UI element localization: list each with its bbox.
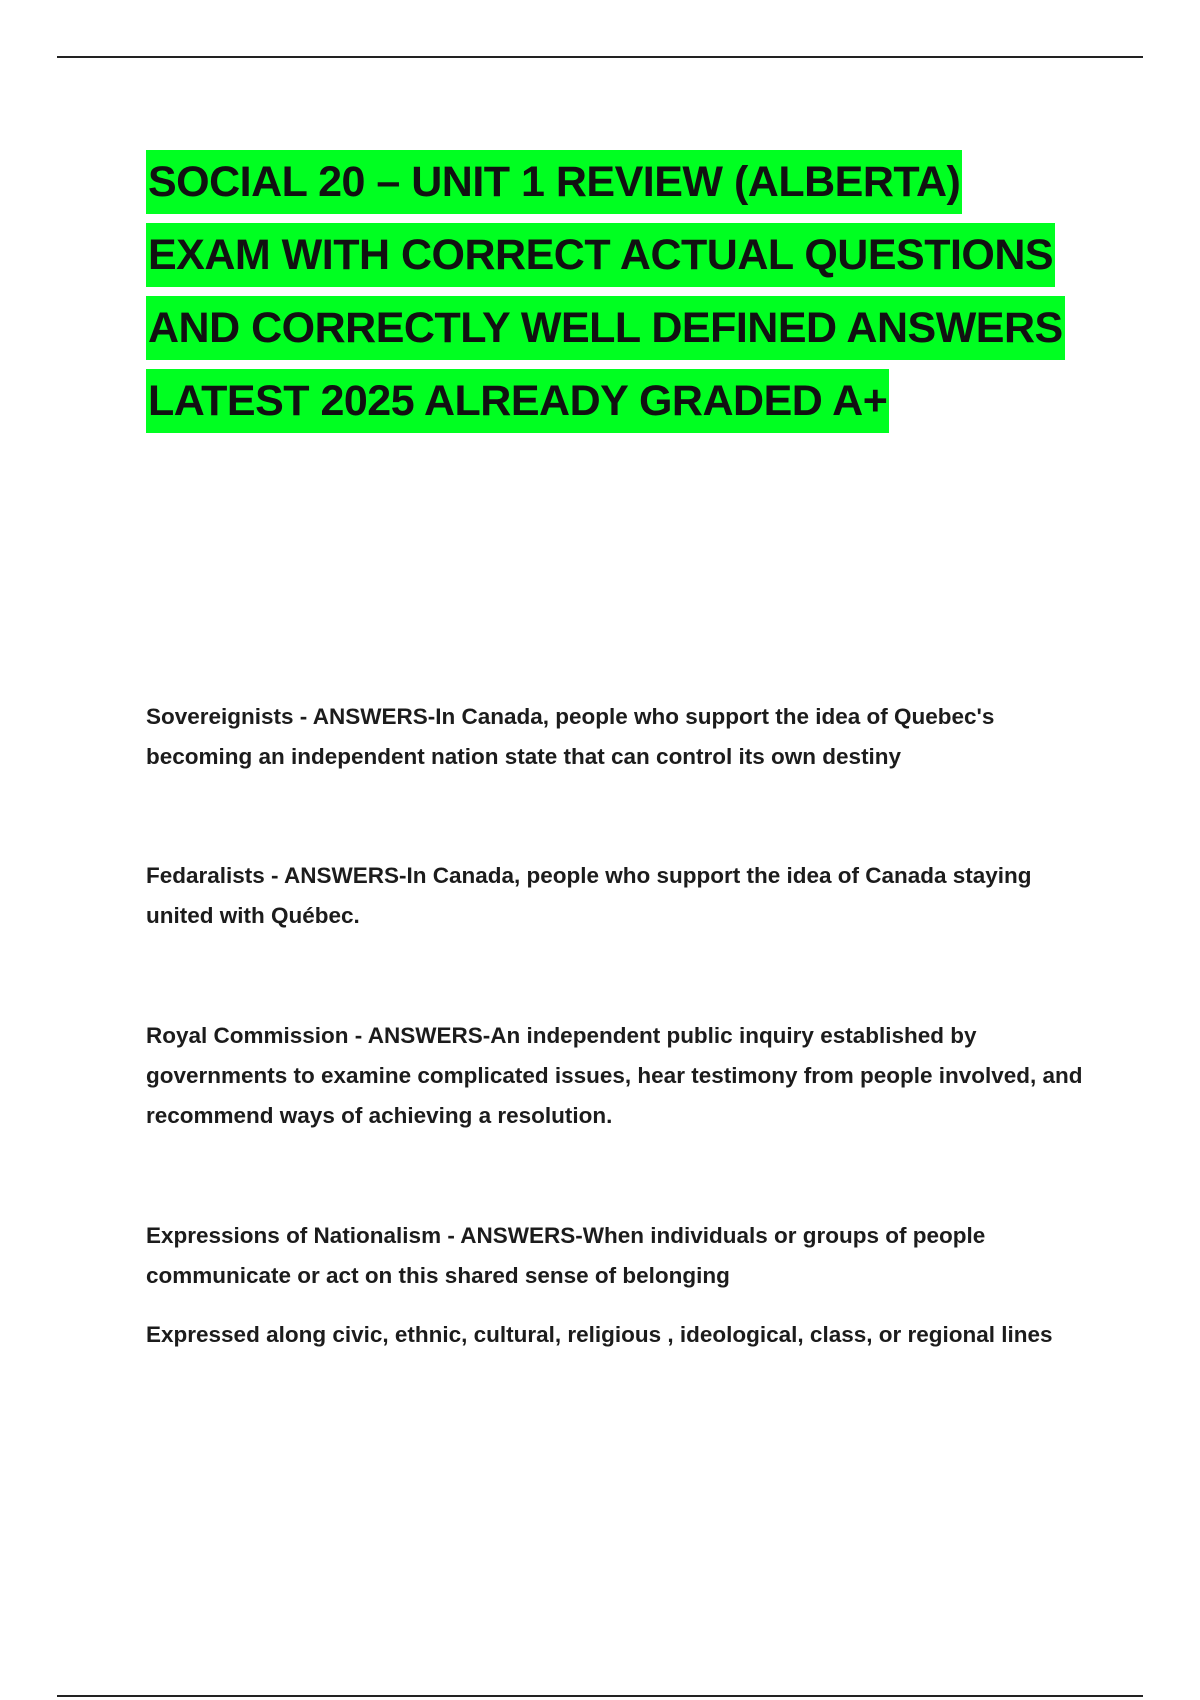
title-line-4: LATEST 2025 ALREADY GRADED A+ — [146, 369, 889, 433]
entry-expressions-of-nationalism: Expressions of Nationalism - ANSWERS-When individuals or groups of people communicate or act on this shared sense of belonging — [146, 1223, 986, 1288]
entry-expressed-along-lines: Expressed along civic, ethnic, cultural, religious , ideological, class, or regional lines — [146, 1322, 1053, 1347]
entry-royal-commission: Royal Commission - ANSWERS-An independent public inquiry established by governments to examine complicated issues, hear testimony from people involved, and recommend ways of achieving a resolution. — [146, 1023, 1083, 1128]
footer-rule — [57, 1695, 1143, 1697]
header-rule — [57, 56, 1143, 58]
title-line-3: AND CORRECTLY WELL DEFINED ANSWERS — [146, 296, 1065, 360]
entry-federalists: Fedaralists - ANSWERS-In Canada, people who support the idea of Canada staying united with Québec. — [146, 863, 1032, 928]
title-line-2: EXAM WITH CORRECT ACTUAL QUESTIONS — [146, 223, 1055, 287]
document-title — [146, 146, 1146, 438]
entry-sovereignists: Sovereignists - ANSWERS-In Canada, people who support the idea of Quebec's becoming an independent nation state that can control its own destiny — [146, 704, 995, 769]
title-line-1: SOCIAL 20 – UNIT 1 REVIEW (ALBERTA) — [146, 150, 962, 214]
